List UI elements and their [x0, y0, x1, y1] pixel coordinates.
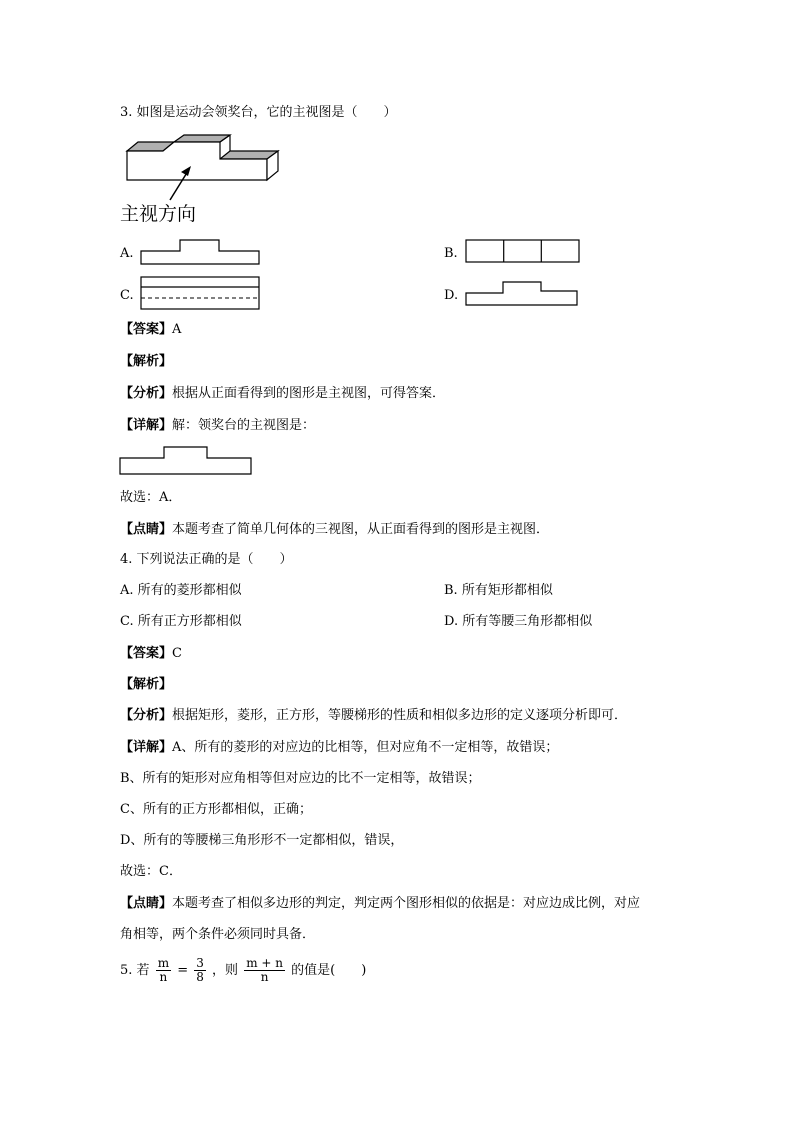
- q3-fenxi: [120, 386, 445, 402]
- answer-value: C: [172, 646, 182, 661]
- frac1-denominator: n: [159, 970, 168, 984]
- q3-solution-figure: [119, 445, 253, 476]
- q3-analysis-tag: 【解析】: [120, 354, 173, 369]
- q4-option-b: B. 所有矩形都相似: [444, 583, 553, 598]
- q5-middle: ，则: [212, 963, 239, 978]
- frac2-numerator: 3: [196, 956, 204, 970]
- dianjing-tag: 【点睛】: [120, 522, 173, 537]
- q4-dianjing-line2: 角相等，两个条件必须同时具备．: [120, 927, 316, 942]
- q4-xiangjie-line-d: D、所有的等腰梯三角形形不一定都相似，错误，: [120, 833, 404, 848]
- q5-prefix: 5. 若: [120, 963, 150, 978]
- q3-dianjing: [120, 522, 549, 538]
- fenxi-text: 根据矩形，菱形，正方形，等腰梯形的性质和相似多边形的定义逐项分析即可．: [172, 708, 628, 723]
- xiangjie-line-a: A、所有的菱形的对应边的比相等，但对应角不一定相等，故错误；: [172, 740, 559, 755]
- q3-option-c-figure: [140, 276, 262, 311]
- q4-stem: 4. 下列说法正确的是（ ）: [120, 552, 293, 567]
- answer-tag: 【答案】: [120, 646, 173, 661]
- answer-tag: 【答案】: [120, 322, 173, 337]
- q3-answer: [120, 322, 181, 338]
- q4-conclusion: 故选：C．: [120, 864, 182, 879]
- q3-option-c-label: C.: [120, 288, 134, 303]
- figure-label: 主视方向: [120, 203, 197, 225]
- xiangjie-tag: 【详解】: [120, 740, 173, 755]
- xiangjie-tag: 【详解】: [120, 418, 173, 433]
- q4-analysis-tag: 【解析】: [120, 677, 173, 692]
- fraction-3-over-8: [194, 957, 206, 984]
- q4-xiangjie-line-c: C、所有的正方形都相似，正确；: [120, 802, 312, 817]
- dianjing-text-line1: 本题考查了相似多边形的判定，判定两个图形相似的依据是：对应边成比例，对应: [172, 896, 641, 911]
- q5-stem: [120, 956, 366, 986]
- fenxi-tag: 【分析】: [120, 386, 173, 401]
- dianjing-tag: 【点睛】: [120, 896, 173, 911]
- q3-option-b-label: B.: [444, 246, 458, 261]
- q4-option-d: D. 所有等腰三角形都相似: [444, 614, 593, 629]
- q3-stem: 3. 如图是运动会领奖台，它的主视图是（ ）: [120, 105, 397, 120]
- q3-option-a-label: A.: [120, 246, 134, 261]
- fraction-m-over-n: [156, 957, 171, 984]
- equals-sign: =: [177, 963, 189, 978]
- q4-fenxi: [120, 708, 627, 724]
- answer-value: A: [172, 322, 182, 337]
- q5-suffix: 的值是( ): [291, 963, 367, 978]
- frac3-numerator: m + n: [246, 956, 283, 970]
- fenxi-text: 根据从正面看得到的图形是主视图，可得答案．: [172, 386, 446, 401]
- q4-xiangjie-line-b: B、所有的矩形对应角相等但对应边的比不一定相等，故错误；: [120, 771, 481, 786]
- fenxi-tag: 【分析】: [120, 708, 173, 723]
- podium-figure: [126, 134, 282, 184]
- q4-answer: [120, 646, 182, 662]
- q3-conclusion: 故选：A．: [120, 490, 182, 505]
- q4-xiangjie: [120, 740, 558, 756]
- q4-option-c: C. 所有正方形都相似: [120, 614, 242, 629]
- fraction-m-plus-n-over-n: [244, 957, 285, 984]
- frac2-denominator: 8: [196, 970, 204, 984]
- frac1-numerator: m: [157, 956, 170, 970]
- frac3-denominator: n: [260, 970, 269, 984]
- q4-dianjing: [120, 896, 640, 912]
- dianjing-text: 本题考查了简单几何体的三视图，从正面看得到的图形是主视图．: [172, 522, 550, 537]
- q3-option-d-figure: [465, 280, 580, 308]
- q4-option-a: A. 所有的菱形都相似: [120, 583, 242, 598]
- q3-option-b-figure: [465, 239, 581, 264]
- xiangjie-text: 解：领奖台的主视图是：: [172, 418, 316, 433]
- q3-option-d-label: D.: [444, 288, 459, 303]
- q3-xiangjie: [120, 418, 315, 434]
- q3-option-a-figure: [140, 238, 262, 266]
